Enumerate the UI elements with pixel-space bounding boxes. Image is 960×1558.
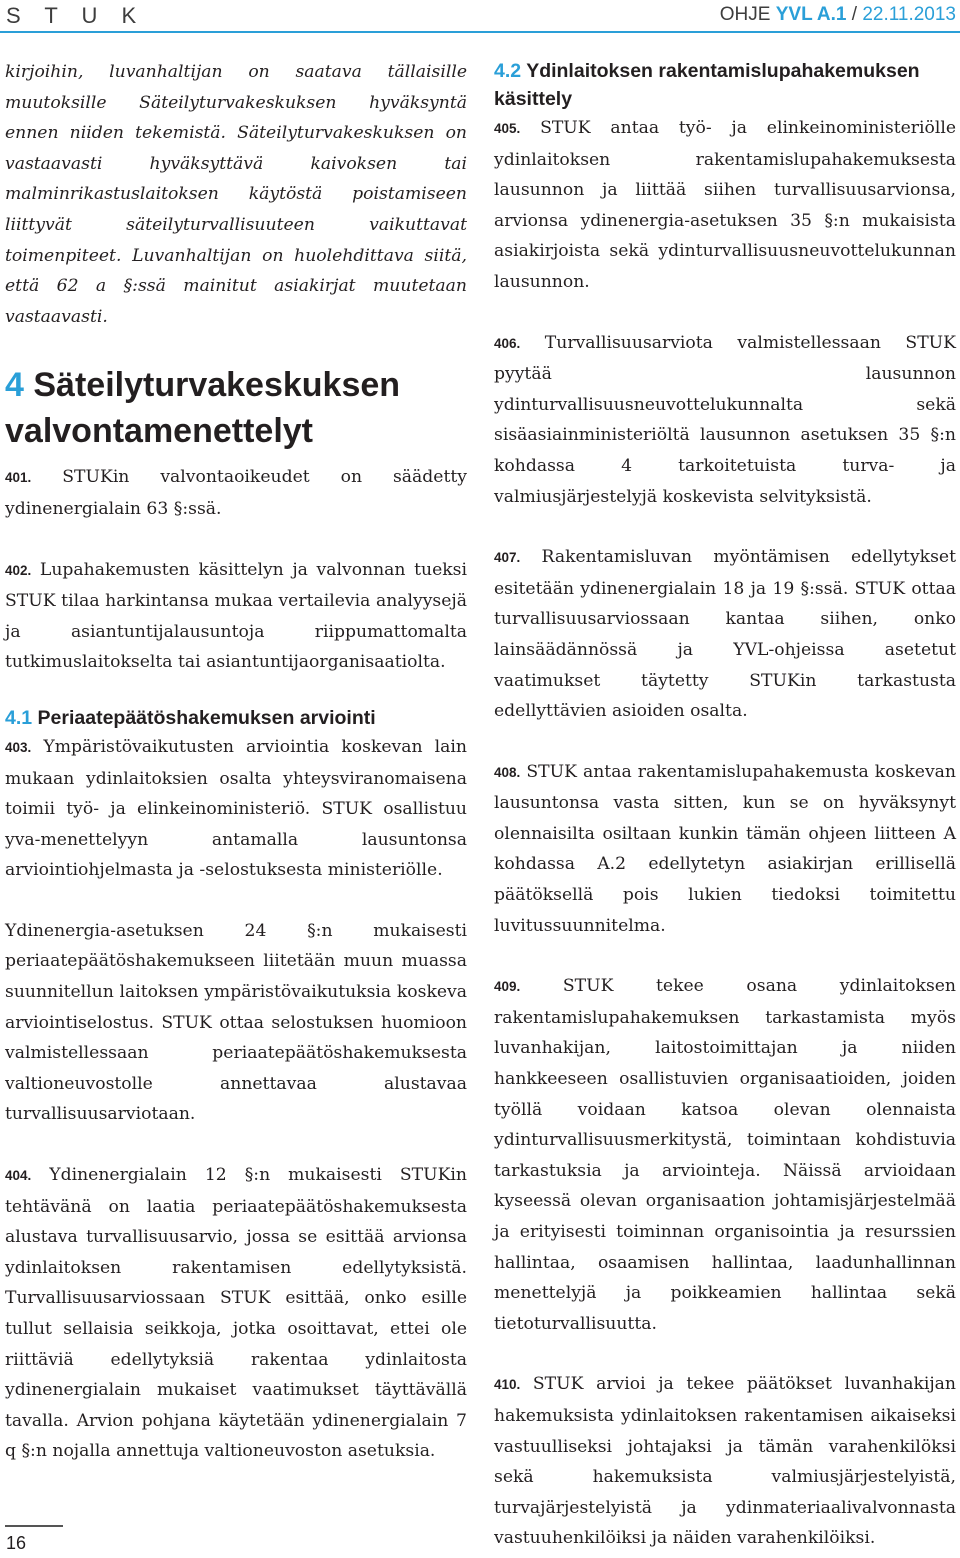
paragraph-number: 403.	[5, 739, 32, 755]
paragraph-405	[494, 113, 956, 298]
paragraph-403-continued: Ydinenergia-asetuksen 24 §:n mukaisesti periaatepäätöshakemukseen liitetään muun muassa suunnitellun laitoksen ympäristövaikutuksia koskeva arviointiselostus. STUK ottaa selostuksen huomioon valmistellessaan periaatepäätöshakemuksesta valtioneuvostolle annettavaa alustavaa turvallisuusarviotaan.	[5, 920, 467, 1125]
header-separator: /	[846, 4, 863, 25]
paragraph-number: 404.	[5, 1168, 32, 1184]
header-guide	[720, 4, 956, 26]
guide-prefix: OHJE	[719, 4, 776, 25]
paragraph-text: Rakentamisluvan myöntämisen edellytykset esitetään ydinenergialain 18 ja 19 §:ssä. STUK ottaa turvallisuusarviossaan kantaa siihen, onko lainsäädännössä ja YVL-ohjeissa asetetut vaatimukset täytetty STUKin tarkastusta edellyttävien asioiden osalta.	[494, 547, 956, 722]
page-number: 16	[6, 1533, 27, 1553]
paragraph-410	[494, 1369, 956, 1554]
paragraph-401	[5, 462, 467, 524]
paragraph-number: 410.	[494, 1377, 521, 1393]
guide-date: 22.11.2013	[862, 4, 956, 25]
paragraph-number: 409.	[494, 979, 521, 995]
left-column	[5, 57, 467, 1467]
paragraph-number: 407.	[494, 550, 521, 566]
paragraph-text: Ympäristövaikutusten arviointia koskevan lain mukaan ydinlaitoksien osalta yhteysviranomaisena toimii työ- ja elinkeinoministeriö. STUK osallistuu yva-menettelyyn antamalla lausuntonsa arviointiohjelmasta ja -selostuksesta ministeriölle.	[5, 736, 467, 881]
paragraph-number: 408.	[494, 764, 521, 780]
guide-code: YVL A.1	[775, 4, 847, 25]
subsection-number: 4.1	[5, 706, 33, 729]
paragraph-408	[494, 757, 956, 942]
paragraph-text: STUK antaa työ- ja elinkeinoministeriölle ydinlaitoksen rakentamislupahakemuksesta lausunnon ja liittää siihen turvallisuusarvionsa, arvionsa ydinenergia-asetuksen 35 §:n mukaisista asiakirjoista sekä ydinturvallisuusneuvottelukunnan lausunnon.	[494, 118, 956, 292]
section-title: Säteilyturvakeskuksen valvontamenettelyt	[5, 366, 401, 451]
paragraph-409	[494, 971, 956, 1339]
footer-rule	[5, 1525, 63, 1527]
subsection-number: 4.2	[494, 60, 522, 82]
subsection-heading-4-2	[494, 57, 956, 113]
header-rule	[0, 31, 960, 33]
intro-paragraph: kirjoihin, luvanhaltijan on saatava tällaisille muutoksille Säteilyturvakeskuksen hyväksyntä ennen niiden tekemistä. Säteilyturvakeskuksen on vastaavasti hyväksyttävä kaivoksen tai malminrikastuslaitoksen käytöstä poistamiseen liittyvät säteilyturvallisuuteen vaikuttavat toimenpiteet. Luvanhaltijan on huolehdittava siitä, että 62 a §:ssä mainitut asiakirjat muutetaan vastaavasti.	[5, 62, 467, 327]
header-brand: S T U K	[6, 3, 146, 28]
paragraph-407	[494, 542, 956, 727]
paragraph-number: 406.	[494, 335, 521, 351]
right-column	[494, 57, 956, 1554]
paragraph-403	[5, 732, 467, 886]
paragraph-text: Lupahakemusten käsittelyn ja valvonnan tueksi STUK tilaa harkintansa mukaa vertailevia analyysejä ja asiantuntijalausuntoja riippumattomalta tutkimuslaitokselta tai asiantuntijaorganisaatiolta.	[5, 559, 467, 673]
section-heading	[5, 362, 467, 454]
paragraph-text: Ydinenergialain 12 §:n mukaisesti STUKin tehtävänä on laatia periaatepäätöshakemuksesta alustava turvallisuusarvio, jossa se esittää arvionsa ydinlaitoksen rakentamisen edellytyksistä. Turvallisuusarviossaan STUK esittää, onko esille tullut sellaisia seikkoja, jotka osoittavat, ettei ole riittäviä edellytyksiä rakentaa ydinlaitosta ydinenergialain mukaiset vaatimukset täyttävällä tavalla. Arvion pohjana käytetään ydinenergialain 7 q §:n nojalla annettuja valtioneuvoston asetuksia.	[5, 1165, 467, 1462]
paragraph-text: STUK tekee osana ydinlaitoksen rakentamislupahakemuksen tarkastamista myös luvanhakijan, laitostoimittajan ja niiden hankkeeseen osallistuvien organisaatioiden, joiden työllä voidaan katsoa olevan olennaista ydinturvallisuusmerkitystä, toimintaan kohdistuvia tarkastuksia ja arviointeja. Näissä arvioidaan kyseessä olevan organisaation johtamisjärjestelmää ja erityisesti toiminnan organisointia ja resurssien hallintaa, osaamisen hallintaa, laadunhallinnan menettelyjä ja poikkeamien hallintaa sekä tietoturvallisuutta.	[494, 976, 956, 1334]
paragraph-text: STUKin valvontaoikeudet on säädetty ydinenergialain 63 §:ssä.	[5, 467, 467, 519]
paragraph-text: STUK antaa rakentamislupahakemusta koskevan lausuntonsa vasta sitten, kun se on hyväksynyt olennaisilta osiltaan kunkin tämän ohjeen liitteen A kohdassa A.2 edellytetyn asiakirjan erillisellä päätöksellä pois lukien tiedoksi toimitettu luvitussuunnitelma.	[494, 761, 956, 936]
subsection-heading-4-1	[5, 704, 467, 732]
paragraph-number: 402.	[5, 562, 32, 578]
paragraph-number: 401.	[5, 470, 32, 486]
paragraph-text: STUK arvioi ja tekee päätökset luvanhakijan hakemuksista ydinlaitoksen rakentamisen aikaiseksi vastuulliseksi johtajaksi ja tämän varahenkilöksi sekä hakemuksista valmiusjärjestelyistä, turvajärjestelyistä ja ydinmateriaalivalvonnasta vastuuhenkilöiksi ja näiden varahenkilöiksi.	[494, 1374, 957, 1549]
paragraph-number: 405.	[494, 121, 521, 136]
paragraph-404	[5, 1160, 467, 1467]
subsection-title: Ydinlaitoksen rakentamislupahakemuksen käsittely	[494, 60, 920, 110]
paragraph-402	[5, 555, 467, 678]
paragraph-406	[494, 328, 956, 513]
subsection-title: Periaatepäätöshakemuksen arviointi	[37, 706, 376, 729]
section-number: 4	[5, 366, 24, 405]
paragraph-text: Turvallisuusarviota valmistellessaan STUK pyytää lausunnon ydinturvallisuusneuvottelukunnalta sekä sisäasiainministeriöltä lausunnon asetuksen 35 §:n kohdassa 4 tarkoitetuista turva- ja valmiusjärjestelyjä koskevista selvityksistä.	[494, 332, 956, 507]
